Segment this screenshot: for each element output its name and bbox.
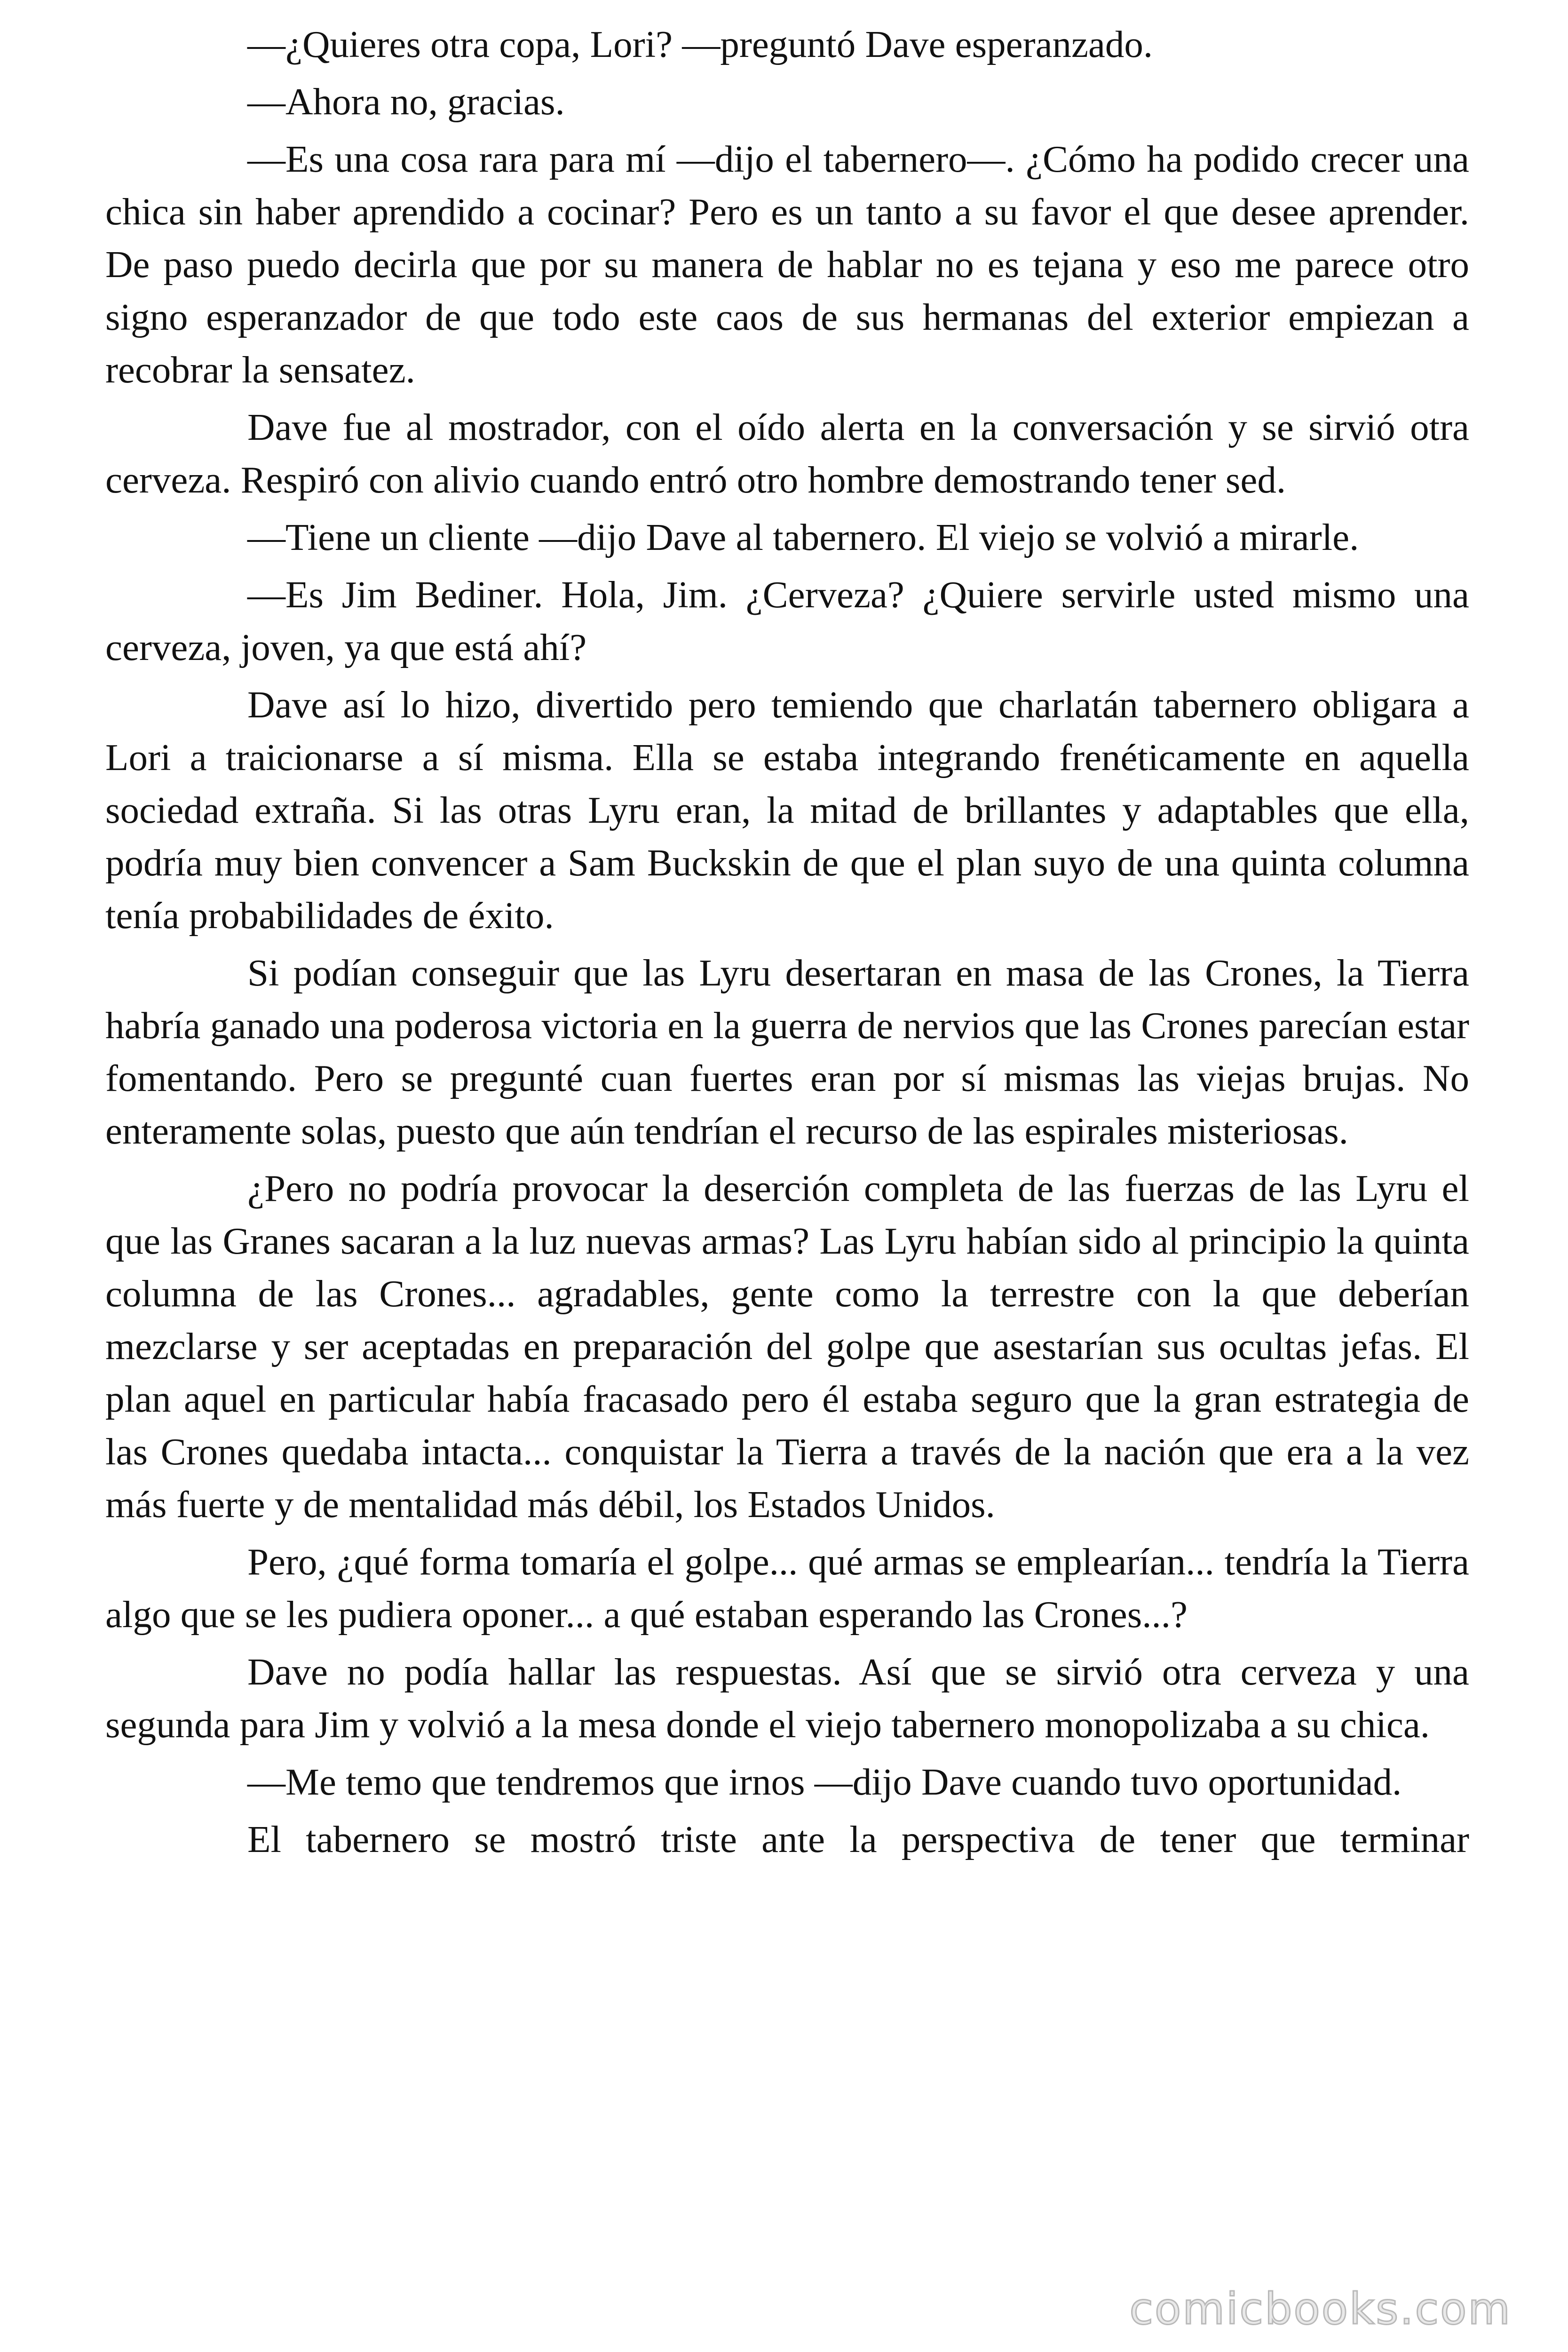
paragraph-continued: El tabernero se mostró triste ante la perspectiva de tener que terminar: [247, 1818, 1469, 1860]
paragraph: Dave no podía hallar las respuestas. Así que se sirvió otra cerveza y una segunda para Jim y volvió a la mesa donde el viejo tabernero monopolizaba a su chica.: [105, 1651, 1469, 1746]
paragraph: —¿Quieres otra copa, Lori? —preguntó Dave esperanzado.: [247, 23, 1153, 65]
paragraph: —Ahora no, gracias.: [247, 80, 565, 123]
watermark: comicbooks.com: [1129, 2284, 1512, 2334]
paragraph: ¿Pero no podría provocar la deserción completa de las fuerzas de las Lyru el que las Granes sacaran a la luz nuevas armas? Las Lyru habían sido al principio la quinta columna de las Crones... agradables, gente como la terrestre con la que deberían mezclarse y ser aceptadas en preparación del golpe que asestarían sus ocultas jefas. El plan aquel en particular había fracasado pero él estaba seguro que la gran estrategia de las Crones quedaba intacta... conquistar la Tierra a través de la nación que era a la vez más fuerte y de mentalidad más débil, los Estados Unidos.: [105, 1167, 1469, 1526]
paragraph: —Tiene un cliente —dijo Dave al tabernero. El viejo se volvió a mirarle.: [247, 516, 1359, 558]
paragraph: Dave así lo hizo, divertido pero temiendo que charlatán tabernero obligara a Lori a traicionarse a sí misma. Ella se estaba integrando frenéticamente en aquella sociedad extraña. Si las otras Lyru eran, la mitad de brillantes y adaptables que ella, podría muy bien convencer a Sam Buckskin de que el plan suyo de una quinta columna tenía probabilidades de éxito.: [105, 683, 1469, 937]
paragraph: —Es una cosa rara para mí —dijo el tabernero—. ¿Cómo ha podido crecer una chica sin haber aprendido a cocinar? Pero es un tanto a su favor el que desee aprender. De paso puedo decirla que por su manera de hablar no es tejana y eso me parece otro signo esperanzador de que todo este caos de sus hermanas del exterior empiezan a recobrar la sensatez.: [105, 138, 1469, 391]
paragraph: Si podían conseguir que las Lyru desertaran en masa de las Crones, la Tierra habría ganado una poderosa victoria en la guerra de nervios que las Crones parecían estar fomentando. Pero se pregunté cuan fuertes eran por sí mismas las viejas brujas. No enteramente solas, puesto que aún tendrían el recurso de las espirales misteriosas.: [105, 952, 1469, 1152]
paragraph: —Me temo que tendremos que irnos —dijo Dave cuando tuvo oportunidad.: [247, 1761, 1402, 1803]
page-text: [105, 18, 1469, 1866]
paragraph: Pero, ¿qué forma tomaría el golpe... qué armas se emplearían... tendría la Tierra algo que se les pudiera oponer... a qué estaban esperando las Crones...?: [105, 1541, 1469, 1636]
paragraph: Dave fue al mostrador, con el oído alerta en la conversación y se sirvió otra cerveza. Respiró con alivio cuando entró otro hombre demostrando tener sed.: [105, 406, 1469, 501]
paragraph: —Es Jim Bediner. Hola, Jim. ¿Cerveza? ¿Quiere servirle usted mismo una cerveza, joven, ya que está ahí?: [105, 573, 1469, 668]
